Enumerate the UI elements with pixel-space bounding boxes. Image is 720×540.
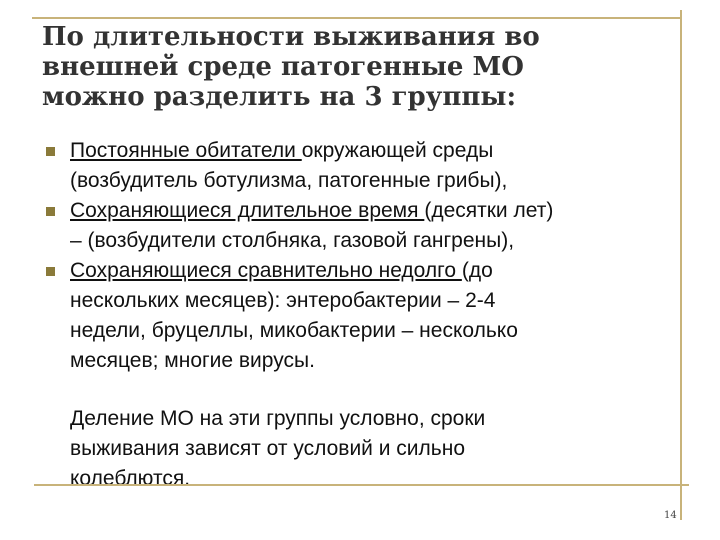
- square-bullet-icon: [46, 267, 55, 276]
- bullet-text: месяцев; многие вирусы.: [70, 349, 315, 372]
- note-paragraph: [70, 404, 660, 494]
- title-line: По длительности выживания во: [42, 22, 540, 52]
- note-line: Деление МО на эти группы условно, сроки: [70, 407, 486, 430]
- bullet-item: [44, 196, 664, 256]
- square-bullet-icon: [46, 147, 55, 156]
- bullet-underlined-text: Постоянные обитатели: [70, 139, 302, 162]
- slide-frame-bottom-line: [34, 484, 689, 486]
- bullet-item: [44, 256, 664, 376]
- slide-frame-right-line: [680, 10, 682, 520]
- bullet-underlined-text: Сохраняющиеся длительное время: [70, 199, 425, 222]
- bullet-text: (возбудитель ботулизма, патогенные грибы),: [70, 169, 508, 192]
- title-line: внешней среде патогенные МО: [42, 52, 524, 82]
- bullet-text: (до: [461, 259, 493, 282]
- bullet-underlined-text: Сохраняющиеся сравнительно недолго: [70, 259, 462, 282]
- bullet-item: [44, 136, 664, 196]
- square-bullet-icon: [46, 207, 55, 216]
- bullet-text: (десятки лет): [424, 199, 554, 222]
- slide-title: [42, 22, 662, 112]
- bullet-list: [44, 136, 664, 376]
- bullet-text: – (возбудители столбняка, газовой гангрены),: [70, 229, 515, 252]
- bullet-text: недели, бруцеллы, микобактерии – несколько: [70, 319, 518, 342]
- title-line: можно разделить на 3 группы:: [42, 82, 517, 112]
- bullet-text: окружающей среды: [301, 139, 494, 162]
- slide-frame-top-line: [32, 17, 682, 19]
- note-line: колеблются.: [70, 467, 191, 490]
- page-number: 14: [664, 510, 677, 521]
- bullet-text: нескольких месяцев): энтеробактерии – 2-4: [70, 289, 496, 312]
- note-line: выживания зависят от условий и сильно: [70, 437, 466, 460]
